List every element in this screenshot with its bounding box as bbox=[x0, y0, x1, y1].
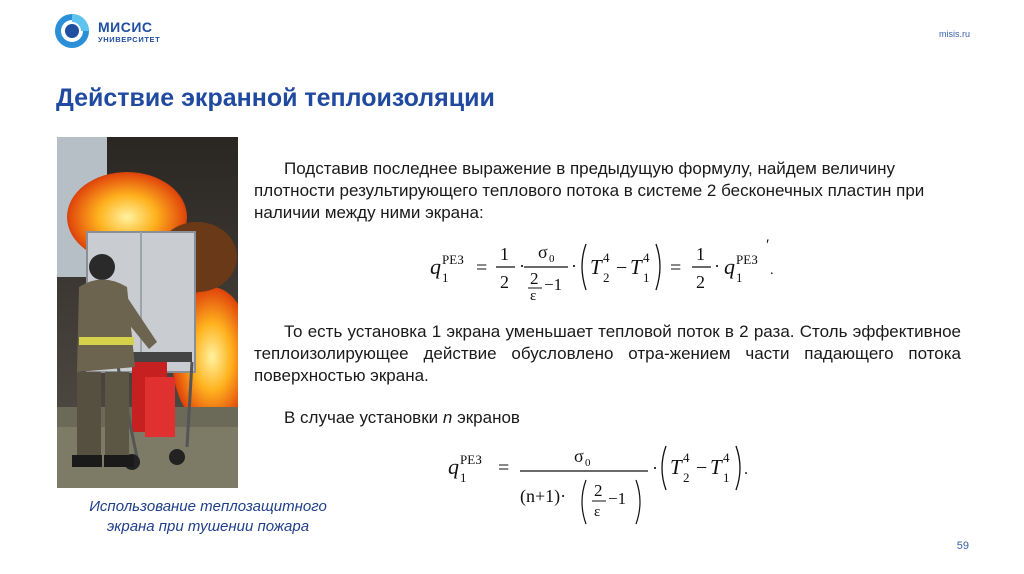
f1-sub1: 1 bbox=[442, 270, 449, 285]
fire-scene-illustration bbox=[57, 137, 238, 488]
firefighter-photo bbox=[57, 137, 238, 488]
paragraph-n-prefix: В случае установки bbox=[284, 408, 443, 427]
f2-n-plus-1: (n+1)· bbox=[520, 486, 567, 506]
f2-sup-rez: РЕЗ bbox=[460, 452, 482, 467]
f1-eq2: = bbox=[670, 257, 682, 279]
f2-minus-one: −1 bbox=[608, 489, 627, 508]
f1-q2-sup: РЕЗ bbox=[736, 252, 758, 267]
f1-minus: − bbox=[616, 257, 628, 279]
f1-t1-sub: 1 bbox=[643, 270, 650, 285]
f1-t1: T bbox=[630, 255, 642, 279]
f1-dot1: · bbox=[519, 256, 525, 276]
f1-minus-one: −1 bbox=[544, 275, 563, 294]
university-logo[interactable] bbox=[54, 13, 174, 55]
f1-half2-den: 2 bbox=[696, 272, 705, 292]
paragraph-intro-text: Подставив последнее выражение в предыдущую формулу, найдем величину плотности результирующего теплового потока в системе 2 бесконечных пластин при наличии между ними экрана: bbox=[254, 159, 925, 222]
f1-half2-num: 1 bbox=[696, 244, 705, 264]
f1-sup-rez: РЕЗ bbox=[442, 252, 464, 267]
photo-caption bbox=[40, 497, 376, 537]
f2-q: q bbox=[448, 454, 459, 479]
f2-t2-pow: 4 bbox=[683, 450, 690, 465]
page-number: 59 bbox=[956, 540, 969, 552]
f1-sigma: σ bbox=[538, 242, 548, 262]
f1-eq: = bbox=[476, 257, 488, 279]
paragraph-intro bbox=[254, 158, 961, 224]
logo-name: МИСИС bbox=[98, 19, 153, 35]
f1-period: . bbox=[770, 263, 774, 278]
f2-t1-sub: 1 bbox=[723, 470, 730, 485]
f1-t2: T bbox=[590, 255, 602, 279]
f1-eps: ε bbox=[530, 288, 537, 302]
f2-sigma-sub: 0 bbox=[585, 457, 591, 469]
paragraph-n-screens bbox=[254, 407, 961, 429]
f2-t1-pow: 4 bbox=[723, 450, 730, 465]
slide-title: Действие экранной теплоизоляции bbox=[56, 84, 495, 112]
f2-sigma: σ bbox=[574, 446, 584, 466]
site-link[interactable]: misis.ru bbox=[939, 29, 970, 39]
f1-dot3: · bbox=[714, 256, 720, 276]
paragraph-n-var: n bbox=[442, 408, 453, 427]
f2-two: 2 bbox=[594, 481, 603, 500]
f1-q: q bbox=[430, 254, 441, 279]
f1-sigma-sub: 0 bbox=[549, 253, 555, 265]
f2-dot: · bbox=[652, 458, 658, 478]
f1-q2: q bbox=[724, 254, 735, 279]
paragraph-conclusion bbox=[254, 321, 961, 387]
formula-one-screen bbox=[420, 236, 780, 302]
f2-minus: − bbox=[696, 457, 708, 479]
f2-eq: = bbox=[498, 457, 510, 479]
f2-t2-sub: 2 bbox=[683, 470, 690, 485]
f1-two: 2 bbox=[530, 269, 539, 288]
f2-sub1: 1 bbox=[460, 470, 467, 485]
f1-half-den: 2 bbox=[500, 272, 509, 292]
f1-t1-pow: 4 bbox=[643, 250, 650, 265]
f1-t2-sub: 2 bbox=[603, 270, 610, 285]
f1-dot2: · bbox=[571, 256, 577, 276]
f1-q2-sub: 1 bbox=[736, 270, 743, 285]
f1-half-num: 1 bbox=[500, 244, 509, 264]
f1-prime: ′ bbox=[766, 237, 770, 254]
f2-t1: T bbox=[710, 455, 722, 479]
f2-period: . bbox=[744, 461, 748, 478]
formula-n-screens bbox=[446, 440, 776, 530]
f2-eps: ε bbox=[594, 504, 601, 520]
caption-line-2: экрана при тушении пожара bbox=[106, 518, 310, 535]
paragraph-n-suffix: экранов bbox=[452, 408, 520, 427]
logo-subtitle: УНИВЕРСИТЕТ bbox=[98, 35, 161, 44]
f1-t2-pow: 4 bbox=[603, 250, 610, 265]
f2-t2: T bbox=[670, 455, 682, 479]
caption-line-1: Использование теплозащитного bbox=[89, 498, 327, 515]
logo-mark-icon bbox=[54, 13, 90, 49]
paragraph-conclusion-text: То есть установка 1 экрана уменьшает тепловой поток в 2 раза. Столь эффективное теплоизолирующее действие обусловлено отра-жением части падающего потока поверхностью экрана. bbox=[254, 322, 961, 385]
